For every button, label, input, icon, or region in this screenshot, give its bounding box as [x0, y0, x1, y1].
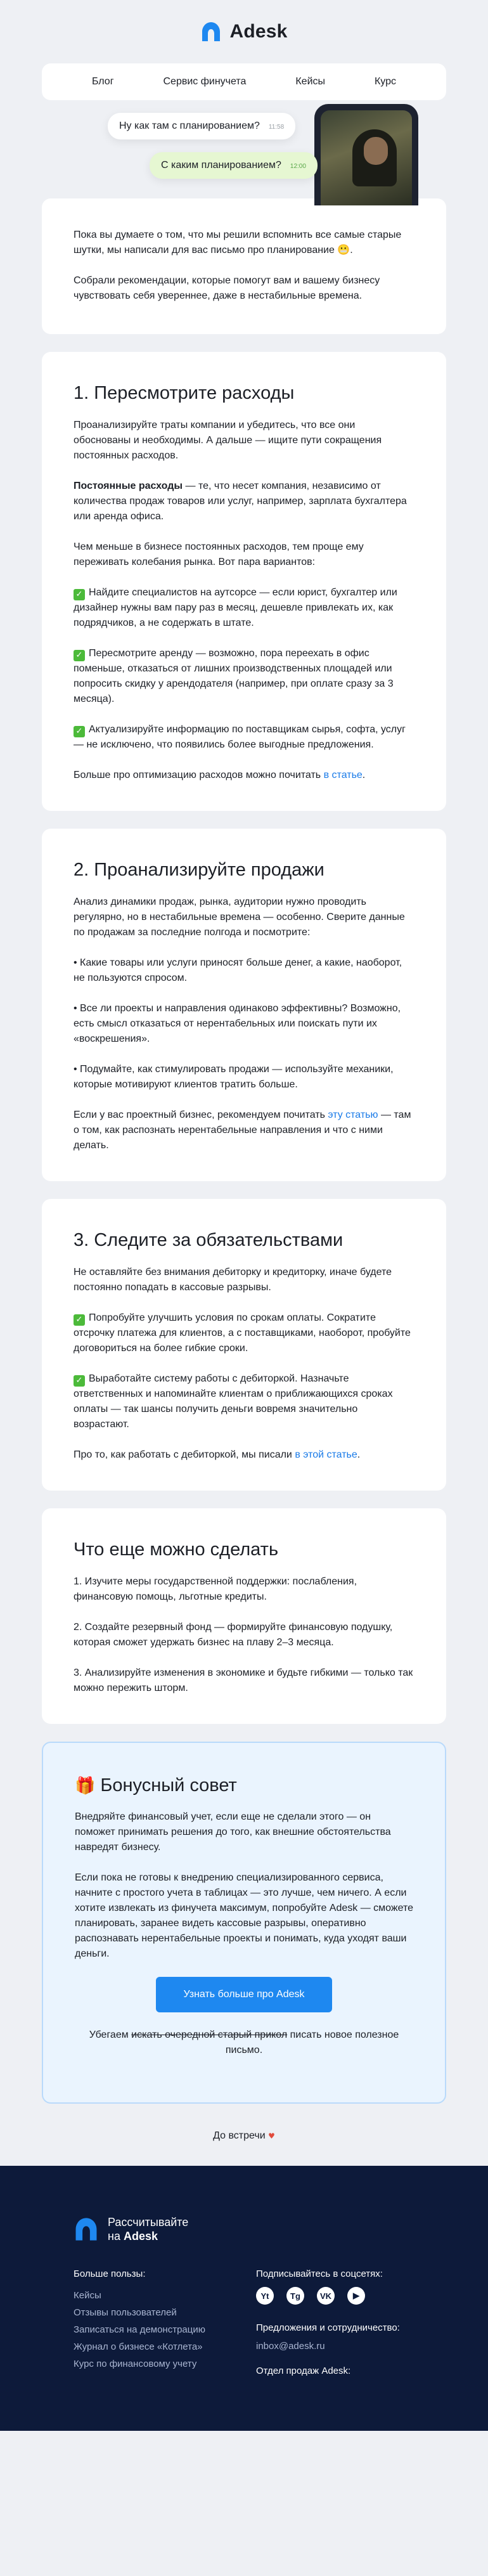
section-title: 1. Пересмотрите расходы — [74, 383, 295, 403]
check-item — [74, 585, 414, 631]
read-more-text: Про то, как работать с дебиторкой, мы писали — [74, 1449, 295, 1460]
chat-message-2: С каким планированием? — [161, 160, 281, 171]
check-item-text: Попробуйте улучшить условия по срокам оплаты. Сократите отсрочку платежа для клиентов, а с поставщиками, наоборот, пробуйте договориться на более гибкие сроки. — [74, 1312, 411, 1354]
chat-time-1: 11:58 — [268, 124, 285, 131]
check-item-text: Выработайте систему работы с дебиторкой. Назначьте ответственных и напоминайте клиентам о приближающихся сроках оплаты — так шансы получить деньги вовремя значительно возрастают. — [74, 1373, 393, 1430]
chat-bubble-incoming — [108, 113, 295, 139]
check-item — [74, 722, 414, 753]
tagline-brand: Adesk — [123, 2230, 158, 2243]
youtube-icon[interactable]: Yt — [256, 2287, 274, 2305]
nav-blog[interactable]: Блог — [91, 76, 114, 87]
bonus-card — [42, 1742, 446, 2104]
list-item: 2. Создайте резервный фонд — формируйте финансовую подушку, которая сможет удержать бизнес на плаву 2–3 месяца. — [74, 1622, 393, 1648]
brand-name: Adesk — [229, 21, 288, 42]
footer-contacts — [256, 2269, 414, 2384]
read-more — [74, 1108, 414, 1153]
footer-link-demo[interactable]: Записаться на демонстрацию — [74, 2324, 205, 2335]
signoff-text: Убегаем — [89, 2029, 132, 2040]
intro-paragraph-2: Собрали рекомендации, которые помогут вам и вашему бизнесу чувствовать себя увереннее, даже в нестабильные времена. — [74, 275, 380, 301]
footer-link-reviews[interactable]: Отзывы пользователей — [74, 2307, 177, 2318]
bullet-item: • Подумайте, как стимулировать продажи — используйте механики, которые мотивируют клиентов тратить больше. — [74, 1064, 394, 1090]
partner-title: Предложения и сотрудничество: — [256, 2322, 400, 2333]
section-other — [42, 1508, 446, 1724]
checkmark-icon: ✓ — [74, 650, 85, 661]
chat-message-1: Ну как там с планированием? — [119, 120, 260, 131]
top-nav — [42, 63, 446, 100]
footer-link-course[interactable]: Курс по финансовому учету — [74, 2359, 197, 2369]
article-link[interactable]: эту статью — [328, 1110, 378, 1120]
punct: . — [362, 770, 366, 780]
punct: . — [357, 1449, 361, 1460]
checkmark-icon: ✓ — [74, 726, 85, 737]
paragraph: Проанализируйте траты компании и убедитесь, что все они обоснованы и необходимы. А дальше — ищите пути сокращения постоянных расходов. — [74, 420, 382, 461]
footer-links-title: Больше пользы: — [74, 2269, 146, 2279]
tagline-line-1: Рассчитывайте — [108, 2216, 189, 2229]
check-item — [74, 646, 414, 707]
bold-term: Постоянные расходы — [74, 481, 183, 491]
paragraph: Анализ динамики продаж, рынка, аудитории нужно проводить регулярно, но в нестабильные времена — особенно. Сверите данные по продажам за последние полгода и посмотрите: — [74, 896, 405, 938]
checkmark-icon: ✓ — [74, 1375, 85, 1387]
farewell-text: До встречи — [213, 2130, 266, 2141]
section-obligations — [42, 1199, 446, 1491]
read-more-text: — там о том, как распознать нерентабельные направления и что с ними делать. — [74, 1110, 411, 1151]
read-more — [74, 768, 414, 783]
check-item-text: Актуализируйте информацию по поставщикам сырья, софта, услуг — не исключено, что появились более выгодные предложения. — [74, 724, 406, 750]
phone-illustration — [314, 104, 418, 205]
partner-email[interactable]: inbox@adesk.ru — [256, 2341, 325, 2352]
footer — [0, 2166, 488, 2431]
footer-tagline — [108, 2215, 188, 2243]
intro-card — [42, 198, 446, 334]
section-title: 2. Проанализируйте продажи — [74, 860, 324, 880]
footer-link-cases[interactable]: Кейсы — [74, 2290, 101, 2301]
learn-more-button[interactable]: Узнать больше про Adesk — [156, 1977, 332, 2012]
gift-icon: 🎁 — [75, 1777, 96, 1796]
bonus-title-text: Бонусный совет — [100, 1775, 237, 1796]
sales-title: Отдел продаж Adesk: — [256, 2366, 351, 2376]
paragraph: Чем меньше в бизнесе постоянных расходов, тем проще ему переживать колебания рынка. Вот пара вариантов: — [74, 541, 364, 567]
section-title: 3. Следите за обязательствами — [74, 1230, 344, 1250]
read-more-text: Больше про оптимизацию расходов можно почитать — [74, 770, 324, 780]
list-item: 1. Изучите меры государственной поддержки: послабления, финансовую помощь, льготные кредиты. — [74, 1576, 357, 1602]
read-more-text: Если у вас проектный бизнес, рекомендуем почитать — [74, 1110, 328, 1120]
section-title: Что еще можно сделать — [74, 1539, 279, 1560]
list-item: 3. Анализируйте изменения в экономике и будьте гибкими — только так можно пережить шторм. — [74, 1667, 413, 1693]
telegram-icon[interactable]: Tg — [286, 2287, 304, 2305]
tagline-text: на — [108, 2230, 124, 2243]
signoff-line — [75, 2028, 413, 2058]
social-icons — [256, 2287, 414, 2305]
checkmark-icon: ✓ — [74, 589, 85, 600]
intro-paragraph-1: Пока вы думаете о том, что мы решили вспомнить все самые старые шутки, мы написали для вас письмо про планирование 😬. — [74, 230, 402, 256]
section-sales — [42, 829, 446, 1181]
adesk-logo-icon — [200, 21, 222, 42]
paragraph: Не оставляйте без внимания дебиторку и кредиторку, иначе будете постоянно попадать в кассовые разрывы. — [74, 1267, 392, 1293]
header-logo[interactable] — [0, 0, 488, 63]
social-title: Подписывайтесь в соцсетях: — [256, 2269, 383, 2279]
chat-hero — [42, 100, 446, 198]
heart-icon: ♥ — [268, 2132, 275, 2140]
person-face — [364, 137, 388, 165]
nav-cases[interactable]: Кейсы — [295, 76, 325, 87]
paragraph: Внедряйте финансовый учет, если еще не сделали этого — он поможет принимать решения до того, как внешние обстоятельства навредят бизнесу. — [75, 1811, 391, 1853]
footer-columns — [74, 2269, 414, 2384]
farewell — [0, 2121, 488, 2166]
bonus-title — [75, 1775, 413, 1797]
bullet-item: • Какие товары или услуги приносят больше денег, а какие, наоборот, не пользуются спросом. — [74, 957, 402, 983]
signoff-text: писать новое полезное письмо. — [225, 2029, 399, 2055]
section-expenses — [42, 352, 446, 811]
strikethrough-text: искать очередной старый прикол — [131, 2029, 288, 2040]
vk-icon[interactable]: VK — [317, 2287, 335, 2305]
checkmark-icon: ✓ — [74, 1314, 85, 1326]
adesk-logo-icon — [74, 2217, 99, 2242]
paragraph — [74, 479, 414, 524]
read-more — [74, 1447, 414, 1463]
chat-bubble-outgoing — [150, 152, 318, 179]
nav-course[interactable]: Курс — [374, 76, 396, 87]
footer-link-journal[interactable]: Журнал о бизнесе «Котлета» — [74, 2341, 203, 2352]
chat-time-2: 12:00 — [290, 163, 306, 170]
tagline-line-2 — [108, 2229, 188, 2243]
nav-service[interactable]: Сервис финучета — [163, 76, 247, 87]
footer-links — [74, 2269, 205, 2384]
bullet-item: • Все ли проекты и направления одинаково эффективны? Возможно, есть смысл отказаться от нерентабельных или поискать пути их «воскрешения». — [74, 1003, 401, 1044]
video-icon[interactable]: ▶ — [347, 2287, 365, 2305]
check-item — [74, 1371, 414, 1432]
paragraph-text: — те, что несет компания, независимо от количества продаж товаров или услуг, например, зарплата бухгалтера или аренда офиса. — [74, 481, 407, 522]
check-item-text: Найдите специалистов на аутсорсе — если юрист, бухгалтер или дизайнер нужны вам пару раз в месяц, дешевле привлекать их, как подрядчиков, а не содержать в штате. — [74, 587, 397, 628]
check-item-text: Пересмотрите аренду — возможно, пора переехать в офис поменьше, отказаться от лишних производственных площадей или попросить скидку у арендодателя (например, при оплате сразу за 3 месяца). — [74, 648, 394, 704]
paragraph: Если пока не готовы к внедрению специализированного сервиса, начните с простого учета в таблицах — это лучше, чем ничего. А если хотите извлекать из финучета максимум, попробуйте Adesk — сможете планировать, заранее видеть кассовые разрывы, оперативно распознавать нерентабельные проекты и понимать, куда уходят ваши деньги. — [75, 1872, 413, 1959]
article-link[interactable]: в статье — [323, 770, 363, 780]
footer-brand[interactable] — [74, 2215, 414, 2243]
article-link[interactable]: в этой статье — [295, 1449, 357, 1460]
check-item — [74, 1311, 414, 1356]
